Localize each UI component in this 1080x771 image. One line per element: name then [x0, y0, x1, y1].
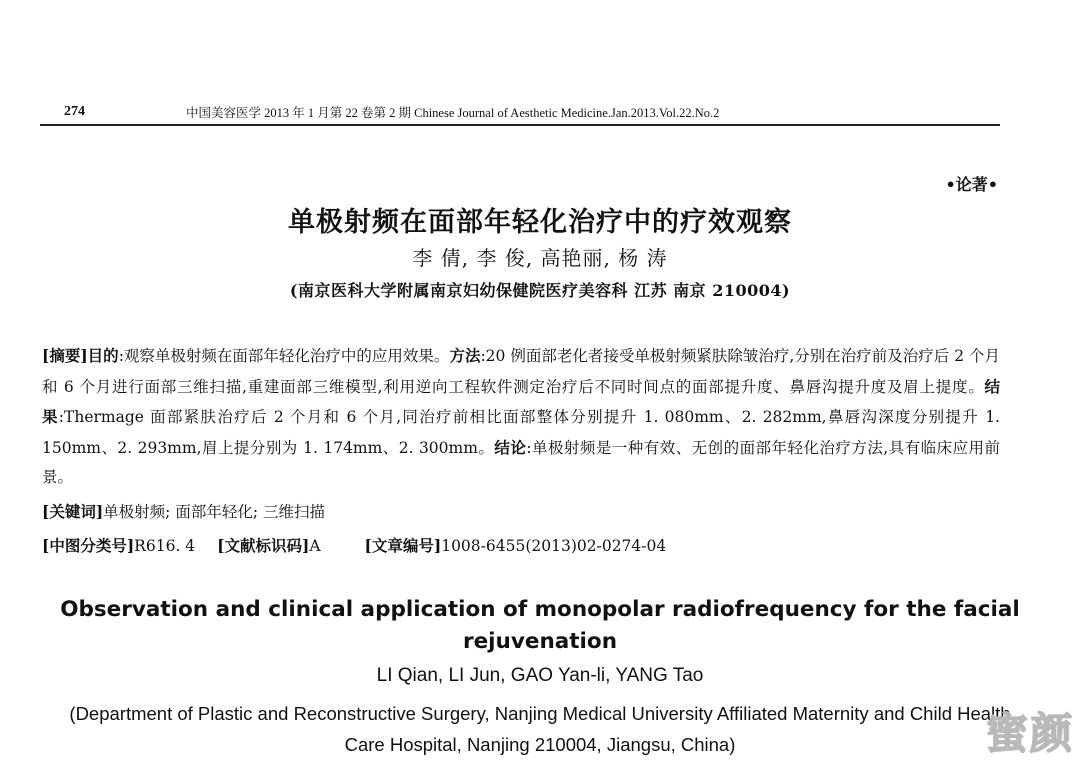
watermark-logo: 蜜颜: [985, 709, 1074, 758]
doc-code-label: [文献标识码]: [217, 536, 310, 555]
chinese-authors: 李 倩, 李 俊, 高艳丽, 杨 涛: [412, 246, 668, 270]
chinese-abstract: [42, 341, 1000, 493]
chinese-title: 单极射频在面部年轻化治疗中的疗效观察: [288, 207, 792, 238]
article-number-label: [文章编号]: [364, 536, 442, 555]
results-text: :Thermage 面部紧肤治疗后 2 个月和 6 个月,同治疗前相比面部整体分别提升 1. 080mm、2. 282mm,鼻唇沟深度分别提升 1. 150mm、2. 293mm,眉上提分别为 1. 174mm、2. 300mm。: [42, 408, 1000, 457]
clc-value: R616. 4: [134, 537, 196, 555]
page-number: 274: [64, 104, 85, 119]
objective-text: :观察单极射频在面部年轻化治疗中的应用效果。: [118, 347, 450, 365]
keywords-text: 单极射频; 面部年轻化; 三维扫描: [103, 503, 325, 521]
abstract-label: [摘要]: [42, 346, 88, 365]
header-divider: [40, 124, 1000, 126]
doc-code-value: A: [309, 537, 321, 555]
results-label: 结果: [42, 376, 1000, 426]
english-title: Observation and clinical application of monopolar radiofrequency for the facial rejuvenation: [60, 597, 1020, 654]
methods-label: 方法: [449, 346, 481, 365]
english-authors: LI Qian, LI Jun, GAO Yan-li, YANG Tao: [376, 665, 704, 686]
methods-text: :20 例面部老化者接受单极射频紧肤除皱治疗,分别在治疗前及治疗后 2 个月和 6 个月进行面部三维扫描,重建面部三维模型,利用逆向工程软件测定治疗后不同时间点的面部提升度、鼻唇沟提升度及眉上提度。: [42, 347, 1000, 396]
keywords-label: [关键词]: [42, 502, 104, 521]
article-category: •论著•: [945, 175, 998, 194]
article-number-value: 1008-6455(2013)02-0274-04: [441, 537, 667, 555]
conclusion-label: 结论: [494, 437, 527, 457]
objective-label: 目的: [87, 346, 119, 365]
english-affiliation: (Department of Plastic and Reconstructive Surgery, Nanjing Medical University Affiliated Maternity and Child Health Care Hospital, Nanjing 210004, Jiangsu, China): [69, 703, 1011, 755]
clc-label: [中图分类号]: [42, 536, 135, 555]
keywords-line: [42, 500, 1002, 522]
running-header: [40, 96, 1000, 124]
conclusion-text: :单极射频是一种有效、无创的面部年轻化治疗方法,具有临床应用前景。: [42, 438, 1000, 486]
classification-line: [42, 534, 1002, 556]
chinese-affiliation: (南京医科大学附属南京妇幼保健院医疗美容科 江苏 南京 210004): [289, 281, 791, 300]
journal-running-head: 中国美容医学 2013 年 1 月第 22 卷第 2 期 Chinese Journal of Aesthetic Medicine.Jan.2013.Vol.22.No.2: [186, 106, 720, 120]
